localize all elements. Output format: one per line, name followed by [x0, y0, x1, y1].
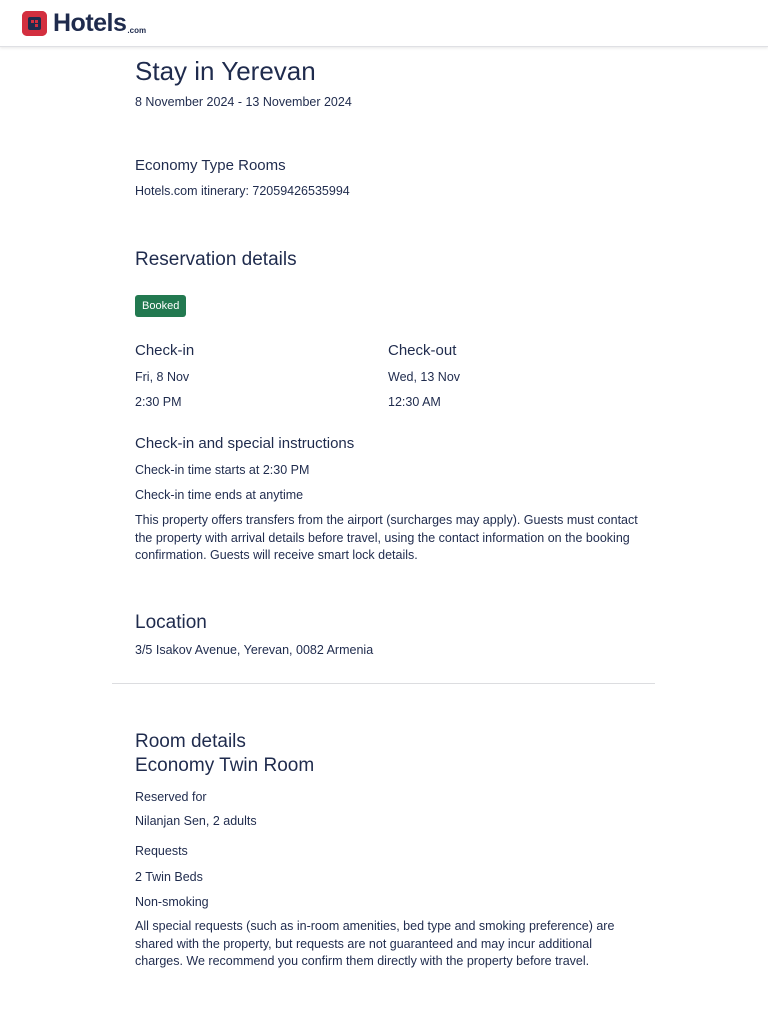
trip-dates: 8 November 2024 - 13 November 2024: [135, 95, 352, 109]
checkin-time: 2:30 PM: [135, 395, 182, 409]
location-heading: Location: [135, 612, 207, 633]
instructions-end: Check-in time ends at anytime: [135, 488, 304, 502]
checkin-label: Check-in: [135, 342, 195, 359]
top-bar: [0, 0, 768, 47]
status-badge: Booked: [135, 295, 186, 317]
section-divider: [112, 683, 655, 684]
requests-note: All special requests (such as in-room amenities, bed type and smoking preference) are shared with the property, but requests are not guaranteed and may incur additional charges. We recommend you confirm them directly with the property before travel.: [135, 919, 615, 968]
checkin-date: Fri, 8 Nov: [135, 370, 190, 384]
room-name: Economy Twin Room: [135, 755, 315, 776]
page-title: Stay in Yerevan: [135, 56, 316, 86]
instructions-body: This property offers transfers from the airport (surcharges may apply). Guests must contact the property with arrival details before travel, using the contact information on the booking confirmation. Guests will receive smart lock details.: [135, 513, 638, 562]
reserved-for-label: Reserved for: [135, 790, 207, 804]
checkout-label: Check-out: [388, 342, 457, 359]
checkout-date: Wed, 13 Nov: [388, 370, 461, 384]
hotels-logo[interactable]: [22, 10, 146, 36]
requests-label: Requests: [135, 844, 188, 858]
request-item: 2 Twin Beds: [135, 870, 203, 884]
room-details-heading: Room details: [135, 731, 246, 752]
location-address: 3/5 Isakov Avenue, Yerevan, 0082 Armenia: [135, 643, 374, 657]
hotels-logo-icon: [22, 11, 47, 36]
checkout-time: 12:30 AM: [388, 395, 441, 409]
instructions-heading: Check-in and special instructions: [135, 435, 355, 452]
reserved-for-value: Nilanjan Sen, 2 adults: [135, 814, 257, 828]
room-type-title: Economy Type Rooms: [135, 157, 286, 174]
itinerary-number: Hotels.com itinerary: 72059426535994: [135, 184, 350, 198]
logo-suffix: .com: [127, 26, 147, 35]
instructions-start: Check-in time starts at 2:30 PM: [135, 463, 310, 477]
reservation-heading: Reservation details: [135, 249, 297, 270]
request-item: Non-smoking: [135, 895, 209, 909]
logo-text: Hotels: [53, 9, 127, 37]
